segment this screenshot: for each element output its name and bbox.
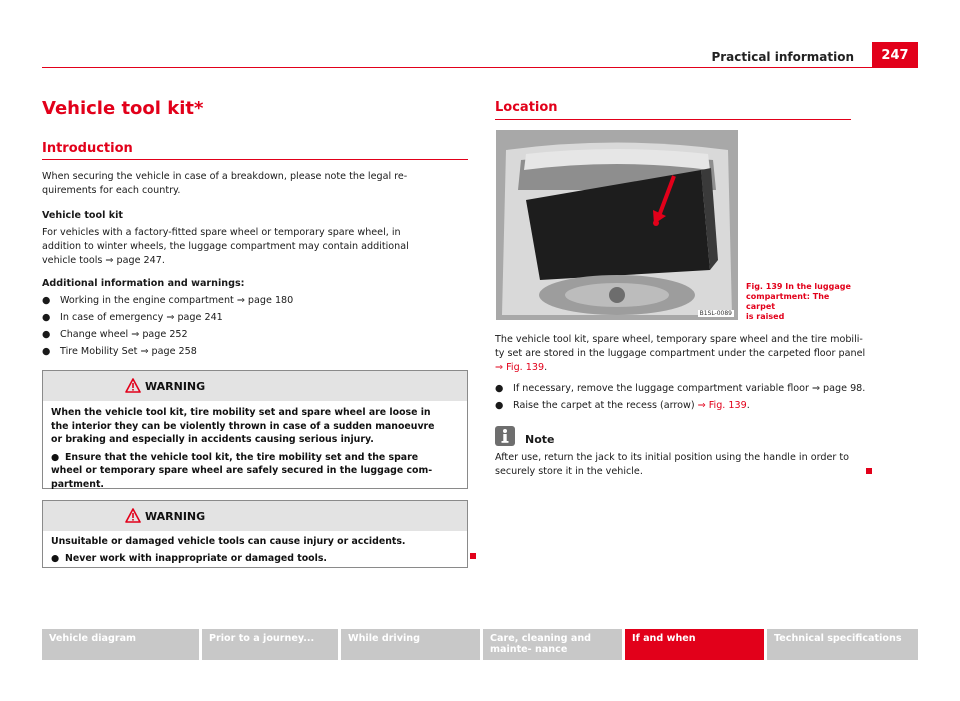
warning-header xyxy=(43,371,467,401)
tab-vehicle-diagram[interactable]: Vehicle diagram xyxy=(42,629,199,660)
note-icon xyxy=(495,426,515,446)
intro-paragraph: When securing the vehicle in case of a breakdown, please note the legal re- quirements for each country. xyxy=(42,171,408,196)
page-heading: Vehicle tool kit* xyxy=(42,98,204,119)
section-title: Practical information xyxy=(711,50,854,64)
link-tire-mobility-set[interactable]: Tire Mobility Set ⇒ page 258 xyxy=(60,346,197,357)
bullet-icon: ● xyxy=(495,400,504,411)
tab-care-cleaning[interactable]: Care, cleaning and mainte- nance xyxy=(483,629,622,660)
warning-header xyxy=(43,501,467,531)
warning-box-damaged-tools xyxy=(42,500,468,568)
kit-paragraph: For vehicles with a factory-fitted spare wheel or temporary spare wheel, in addition to winter wheels, the luggage compartment may contain additional vehicle tools ⇒ page 247. xyxy=(42,227,409,266)
warning-bullet: ● Never work with inappropriate or damaged tools. xyxy=(51,552,327,564)
warning-text: When the vehicle tool kit, tire mobility set and spare wheel are loose in the interior they can be violently thrown in case of a sudden manoeuvre or braking and especially in accidents causing serious injury. ● Ensure that the vehicle tool kit, the tire mobility set and the spare wheel or temporary spare wheel are safely secured in the luggage com- partment. xyxy=(51,406,461,492)
warning-title: WARNING xyxy=(145,380,206,393)
bullet-icon: ● xyxy=(42,346,51,357)
tab-while-driving[interactable]: While driving xyxy=(341,629,480,660)
bullet-icon: ● xyxy=(51,552,60,564)
warning-triangle-icon xyxy=(125,378,141,393)
section-end-marker xyxy=(866,468,872,474)
bullet-icon: ● xyxy=(42,329,51,340)
tab-if-and-when[interactable]: If and when xyxy=(625,629,764,660)
header-divider xyxy=(42,67,918,68)
bullet-icon: ● xyxy=(42,312,51,323)
info-icon xyxy=(495,426,515,446)
link-variable-floor[interactable]: If necessary, remove the luggage compartment variable floor ⇒ page 98. xyxy=(513,383,866,394)
figure-caption: Fig. 139 In the luggage compartment: The carpet is raised xyxy=(746,282,851,321)
location-paragraph: The vehicle tool kit, spare wheel, temporary spare wheel and the tire mobili- ty set are stored in the luggage compartment under the carpeted floor panel ⇒ Fig. 139. xyxy=(495,334,866,373)
bullet-icon: ● xyxy=(495,383,504,394)
bullet-icon: ● xyxy=(42,295,51,306)
note-title: Note xyxy=(525,433,555,446)
section-heading-introduction: Introduction xyxy=(42,141,133,156)
tab-prior-to-journey[interactable]: Prior to a journey... xyxy=(202,629,338,660)
figure-link[interactable]: ⇒ Fig. 139 xyxy=(495,362,545,373)
warning-box-loose-items xyxy=(42,370,468,489)
kit-heading: Vehicle tool kit xyxy=(42,210,123,221)
raise-carpet-text: Raise the carpet at the recess (arrow) ⇒ Fig. 139. xyxy=(513,400,750,411)
warning-text: Unsuitable or damaged vehicle tools can cause injury or accidents. ● Never work with inappropriate or damaged tools. xyxy=(51,535,461,565)
photo-code: B1SL-0089 xyxy=(699,310,732,317)
link-change-wheel[interactable]: Change wheel ⇒ page 252 xyxy=(60,329,188,340)
warning-title: WARNING xyxy=(145,510,206,523)
note-text: After use, return the jack to its initial position using the handle in order to securely store it in the vehicle. xyxy=(495,452,849,477)
section-divider xyxy=(495,119,851,120)
section-heading-location: Location xyxy=(495,100,558,115)
bullet-icon: ● xyxy=(51,451,60,463)
figure-link[interactable]: ⇒ Fig. 139 xyxy=(697,400,747,411)
tab-technical-specifications[interactable]: Technical specifications xyxy=(767,629,918,660)
warning-bullet: ● Ensure that the vehicle tool kit, the tire mobility set and the spare xyxy=(51,451,419,463)
warning-triangle-icon xyxy=(125,508,141,523)
trunk-illustration xyxy=(496,130,738,320)
section-end-marker xyxy=(470,553,476,559)
link-emergency[interactable]: In case of emergency ⇒ page 241 xyxy=(60,312,223,323)
page-number: 247 xyxy=(872,42,918,67)
additional-info-heading: Additional information and warnings: xyxy=(42,278,245,289)
luggage-compartment-photo xyxy=(496,130,738,320)
link-engine-compartment[interactable]: Working in the engine compartment ⇒ page 180 xyxy=(60,295,294,306)
section-divider xyxy=(42,159,468,160)
